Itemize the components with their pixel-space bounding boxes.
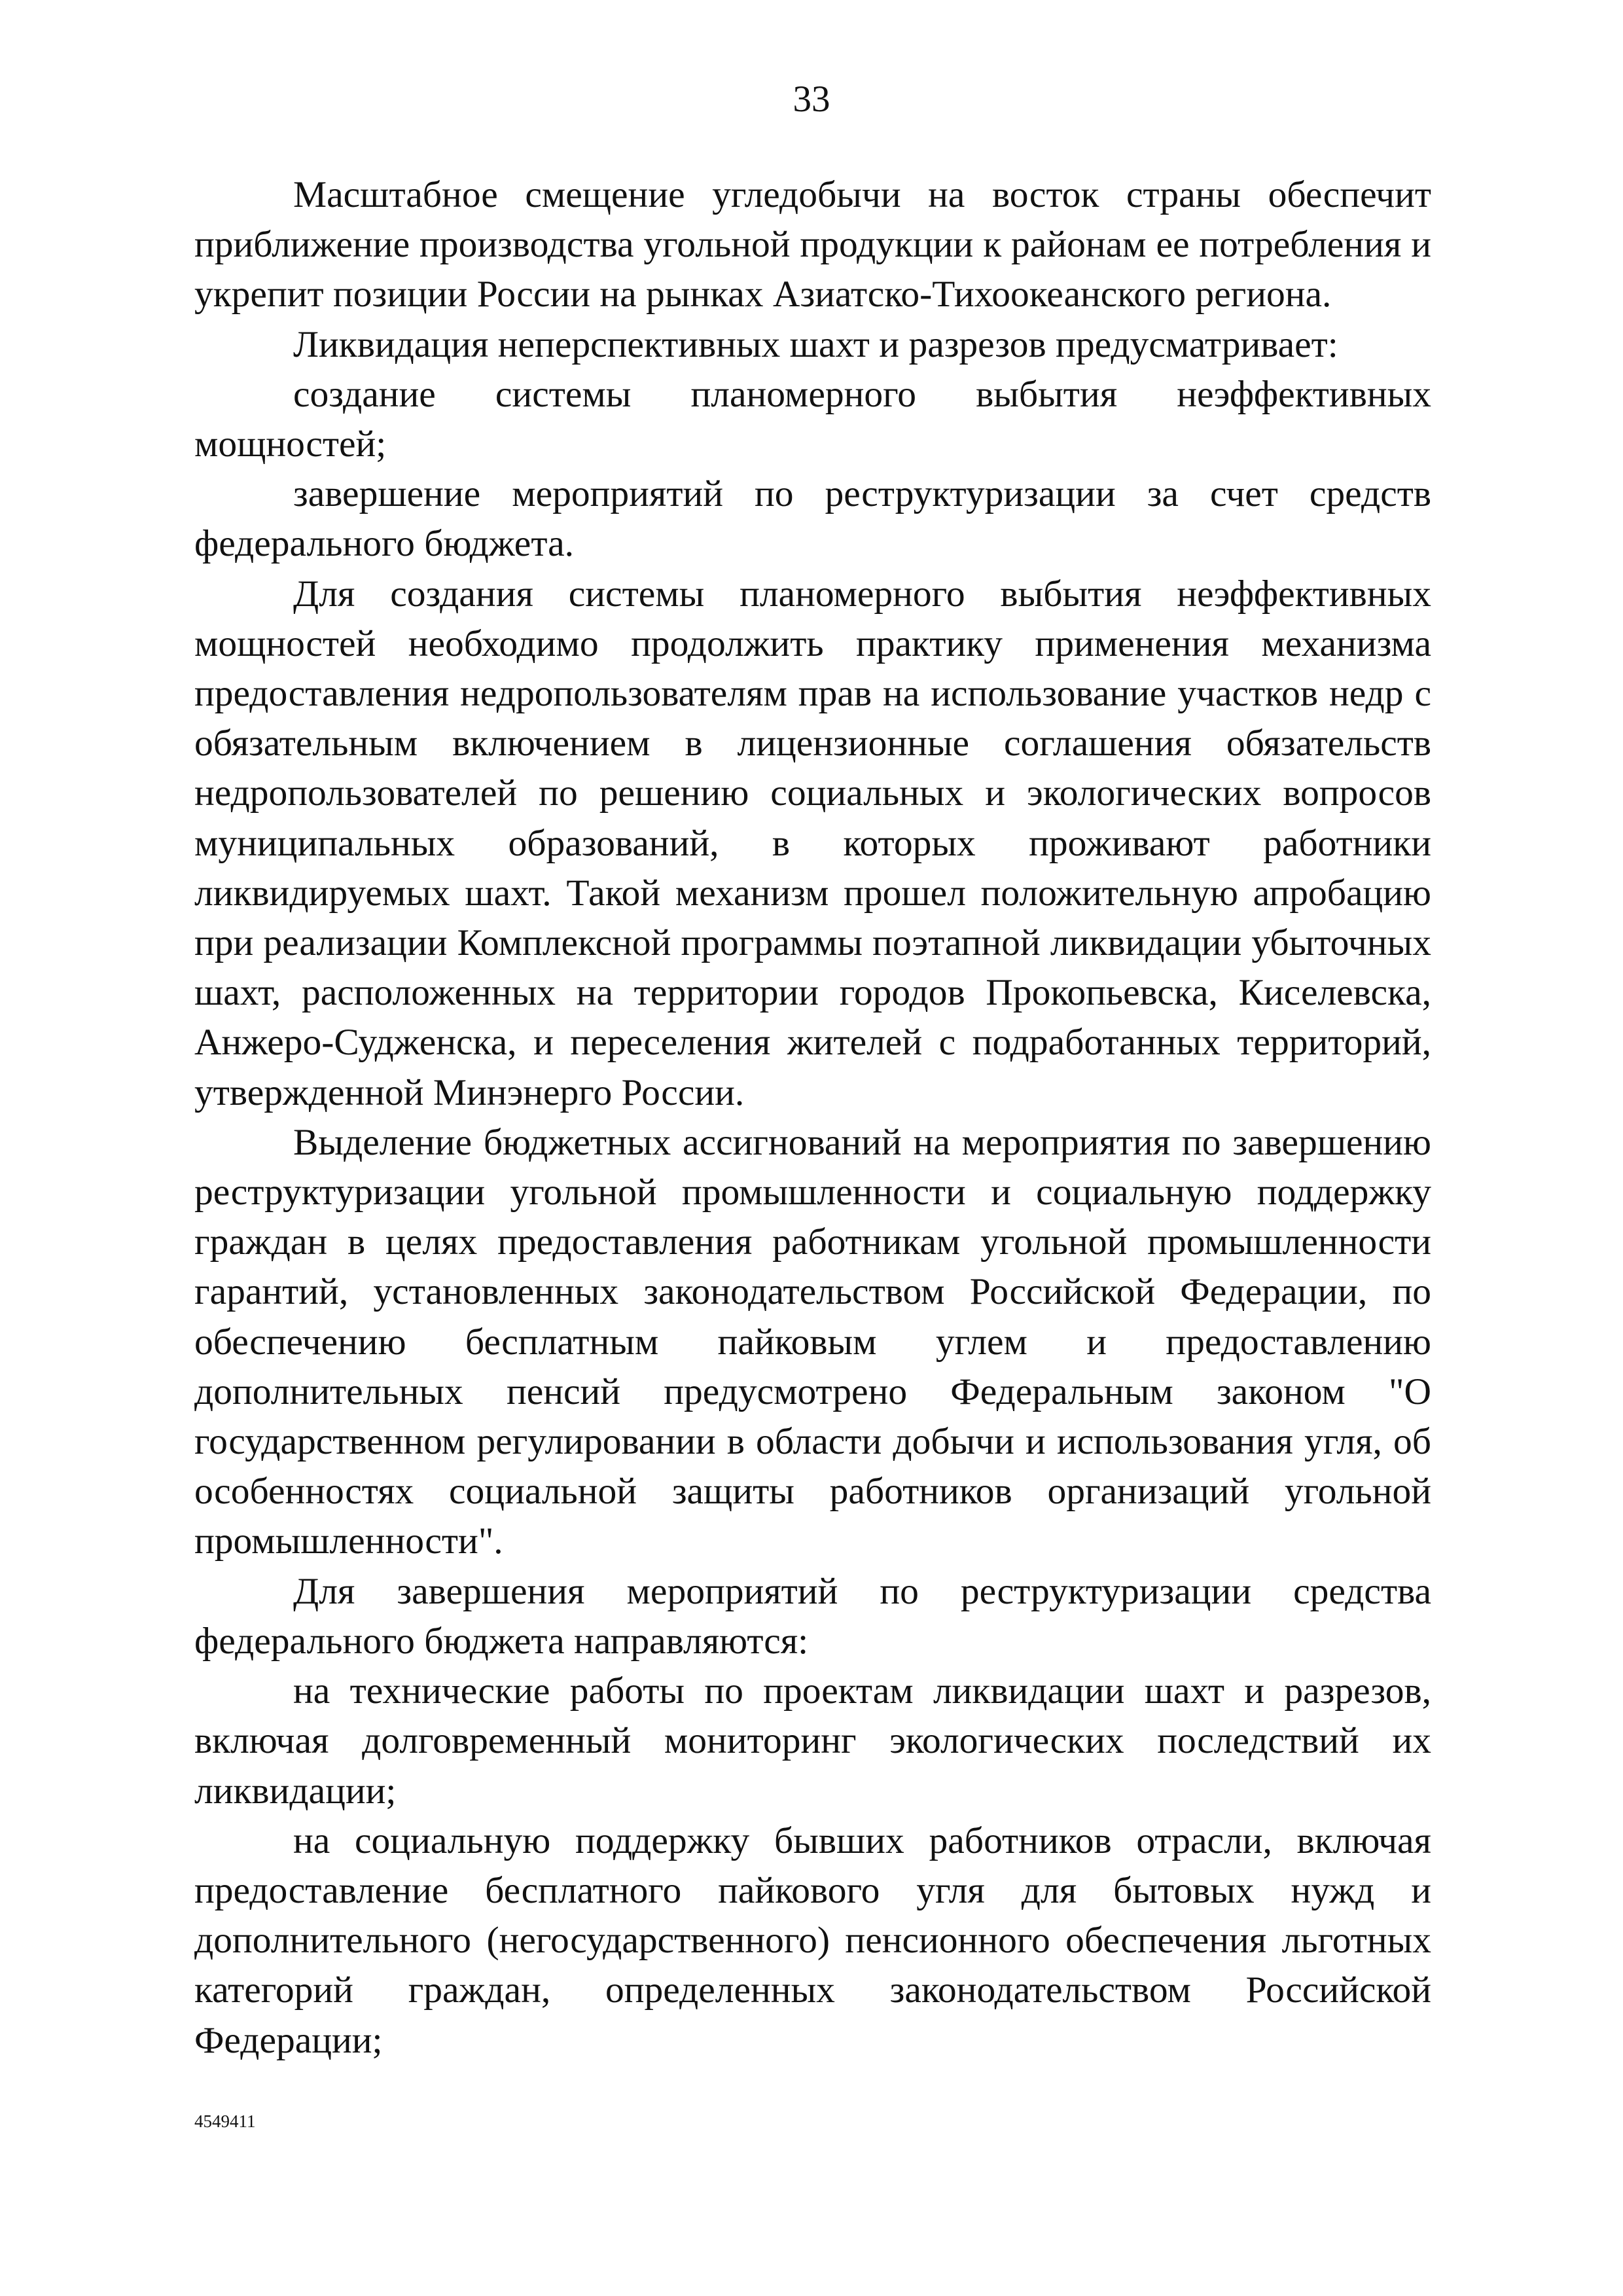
paragraph: Для завершения мероприятий по реструктуризации средства федерального бюджета направляются:: [194, 1570, 1431, 1662]
paragraph: Масштабное смещение угледобычи на восток страны обеспечит приближение производства угольной продукции к районам ее потребления и укрепит позиции России на рынках Азиатско-Тихоокеанского региона.: [194, 174, 1431, 315]
paragraph: завершение мероприятий по реструктуризации за счет средств федерального бюджета.: [194, 473, 1431, 565]
paragraph: Для создания системы планомерного выбытия неэффективных мощностей необходимо продолжить практику применения механизма предоставления недропользователям прав на использование участков недр с обязательным включением в лицензионные соглашения обязательств недропользователей по решению социальных и экологических вопросов муниципальных образований, в которых проживают работники ликвидируемых шахт. Такой механизм прошел положительную апробацию при реализации Комплексной программы поэтапной ликвидации убыточных шахт, расположенных на территории городов Прокопьевска, Киселевска, Анжеро-Судженска, и переселения жителей с подработанных территорий, утвержденной Минэнерго России.: [194, 573, 1431, 1113]
paragraph: на технические работы по проектам ликвидации шахт и разрезов, включая долговременный мониторинг экологических последствий их ликвидации;: [194, 1670, 1431, 1812]
document-body: [194, 170, 1431, 2066]
paragraph: на социальную поддержку бывших работников отрасли, включая предоставление бесплатного пайкового угля для бытовых нужд и дополнительного (негосударственного) пенсионного обеспечения льготных категорий граждан, определенных законодательством Российской Федерации;: [194, 1820, 1431, 2061]
paragraph: создание системы планомерного выбытия неэффективных мощностей;: [194, 373, 1431, 465]
paragraph: Ликвидация неперспективных шахт и разрезов предусматривает:: [293, 323, 1338, 365]
page-number: 33: [793, 79, 830, 120]
document-code: 4549411: [194, 2111, 256, 2131]
paragraph: Выделение бюджетных ассигнований на мероприятия по завершению реструктуризации угольной промышленности и социальную поддержку граждан в целях предоставления работникам угольной промышленности гарантий, установленных законодательством Российской Федерации, по обеспечению бесплатным пайковым углем и предоставлению дополнительных пенсий предусмотрено Федеральным законом "О государственном регулировании в области добычи и использования угля, об особенностях социальной защиты работников организаций угольной промышленности".: [194, 1121, 1431, 1562]
